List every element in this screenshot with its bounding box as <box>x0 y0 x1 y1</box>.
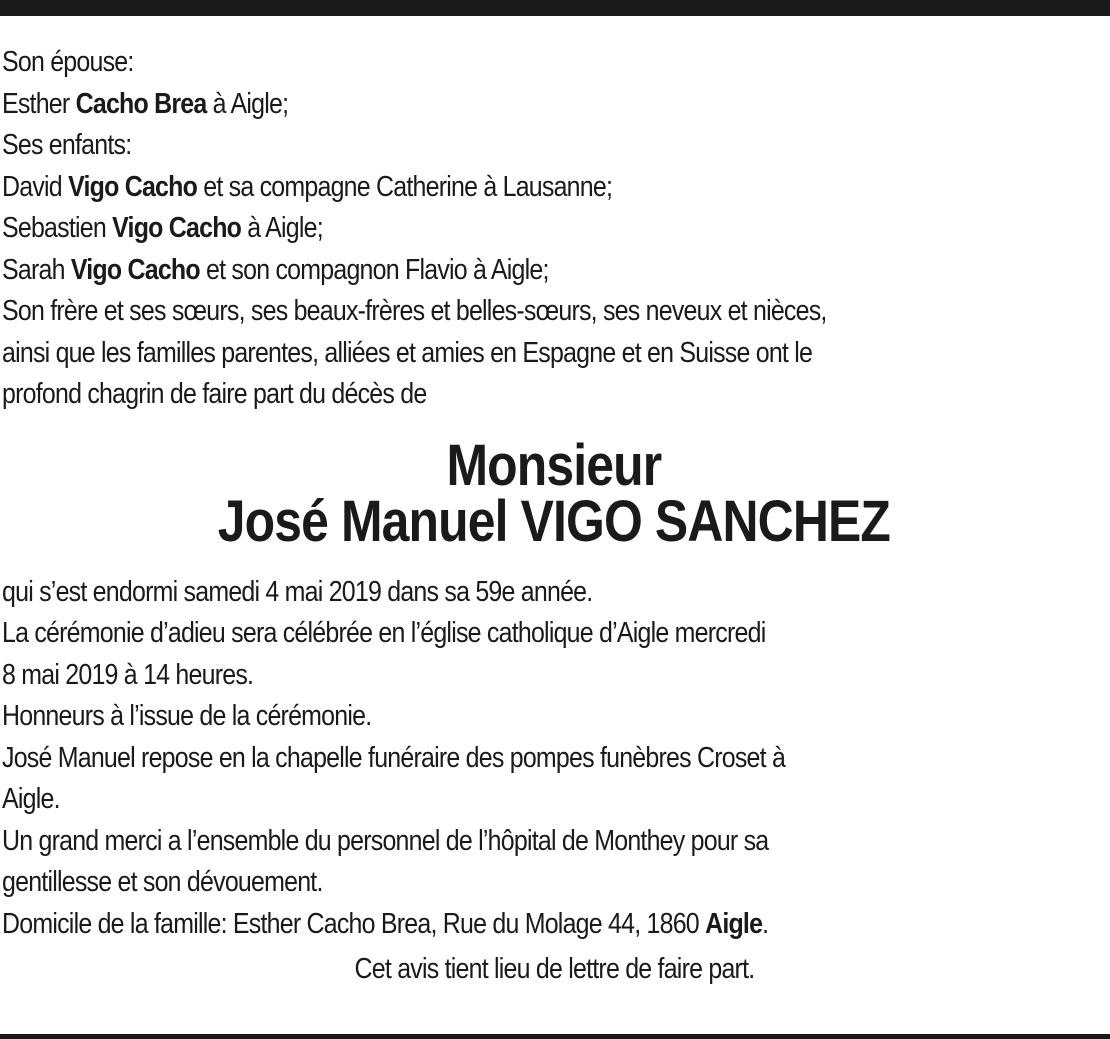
details-line: Aigle. <box>2 783 60 815</box>
child-first-name: Sebastien <box>2 212 106 244</box>
details-line: José Manuel repose en la chapelle funéraire des pompes funèbres Croset à <box>2 741 786 774</box>
deceased-name: José Manuel VIGO SANCHEZ <box>217 488 891 554</box>
spouse-heading: Son épouse: <box>2 46 134 78</box>
child-line <box>2 208 951 250</box>
spouse-line <box>2 84 951 126</box>
details-line: qui s’est endormi samedi 4 mai 2019 dans sa 59e année. <box>2 575 593 608</box>
children-heading: Ses enfants: <box>2 129 132 161</box>
details-line: Honneurs à l’issue de la cérémonie. <box>2 700 372 732</box>
obituary-notice <box>2 42 1106 991</box>
details-line: gentillesse et son dévouement. <box>2 866 323 898</box>
child-first-name: David <box>2 170 62 203</box>
bottom-rule <box>0 1034 1110 1039</box>
child-first-name: Sarah <box>2 253 65 286</box>
spouse-first-name: Esther <box>2 87 70 120</box>
relatives-line: Son frère et ses sœurs, ses beaux-frères et belles-sœurs, ses neveux et nièces, <box>2 295 827 327</box>
relatives-line: profond chagrin de faire part du décès de <box>2 378 427 410</box>
details-line: 8 mai 2019 à 14 heures. <box>2 658 254 691</box>
top-rule <box>0 0 1110 16</box>
deceased-title: Monsieur <box>446 432 662 498</box>
child-detail: à Aigle; <box>247 212 323 244</box>
details-line: La cérémonie d’adieu sera célébrée en l’église catholique d’Aigle mercredi <box>2 617 766 649</box>
child-last-name: Vigo Cacho <box>68 170 198 203</box>
domicile-line <box>2 904 951 946</box>
child-detail: et son compagnon Flavio à Aigle; <box>206 253 549 286</box>
spouse-location: à Aigle; <box>212 87 289 120</box>
domicile-address: Domicile de la famille: Esther Cacho Brea, Rue du Molage 44, 1860 <box>2 907 699 940</box>
domicile-city: Aigle <box>705 907 763 940</box>
child-last-name: Vigo Cacho <box>70 253 200 286</box>
relatives-line: ainsi que les familles parentes, alliées et amies en Espagne et en Suisse ont le <box>2 336 813 369</box>
child-line <box>2 167 951 209</box>
child-line <box>2 250 951 292</box>
domicile-period: . <box>762 907 769 940</box>
closing-note: Cet avis tient lieu de lettre de faire part. <box>354 953 754 985</box>
spouse-last-name: Cacho Brea <box>75 87 207 120</box>
child-last-name: Vigo Cacho <box>112 212 242 244</box>
child-detail: et sa compagne Catherine à Lausanne; <box>203 170 613 203</box>
deceased-heading <box>2 432 1106 554</box>
details-line: Un grand merci a l’ensemble du personnel de l’hôpital de Monthey pour sa <box>2 824 769 857</box>
